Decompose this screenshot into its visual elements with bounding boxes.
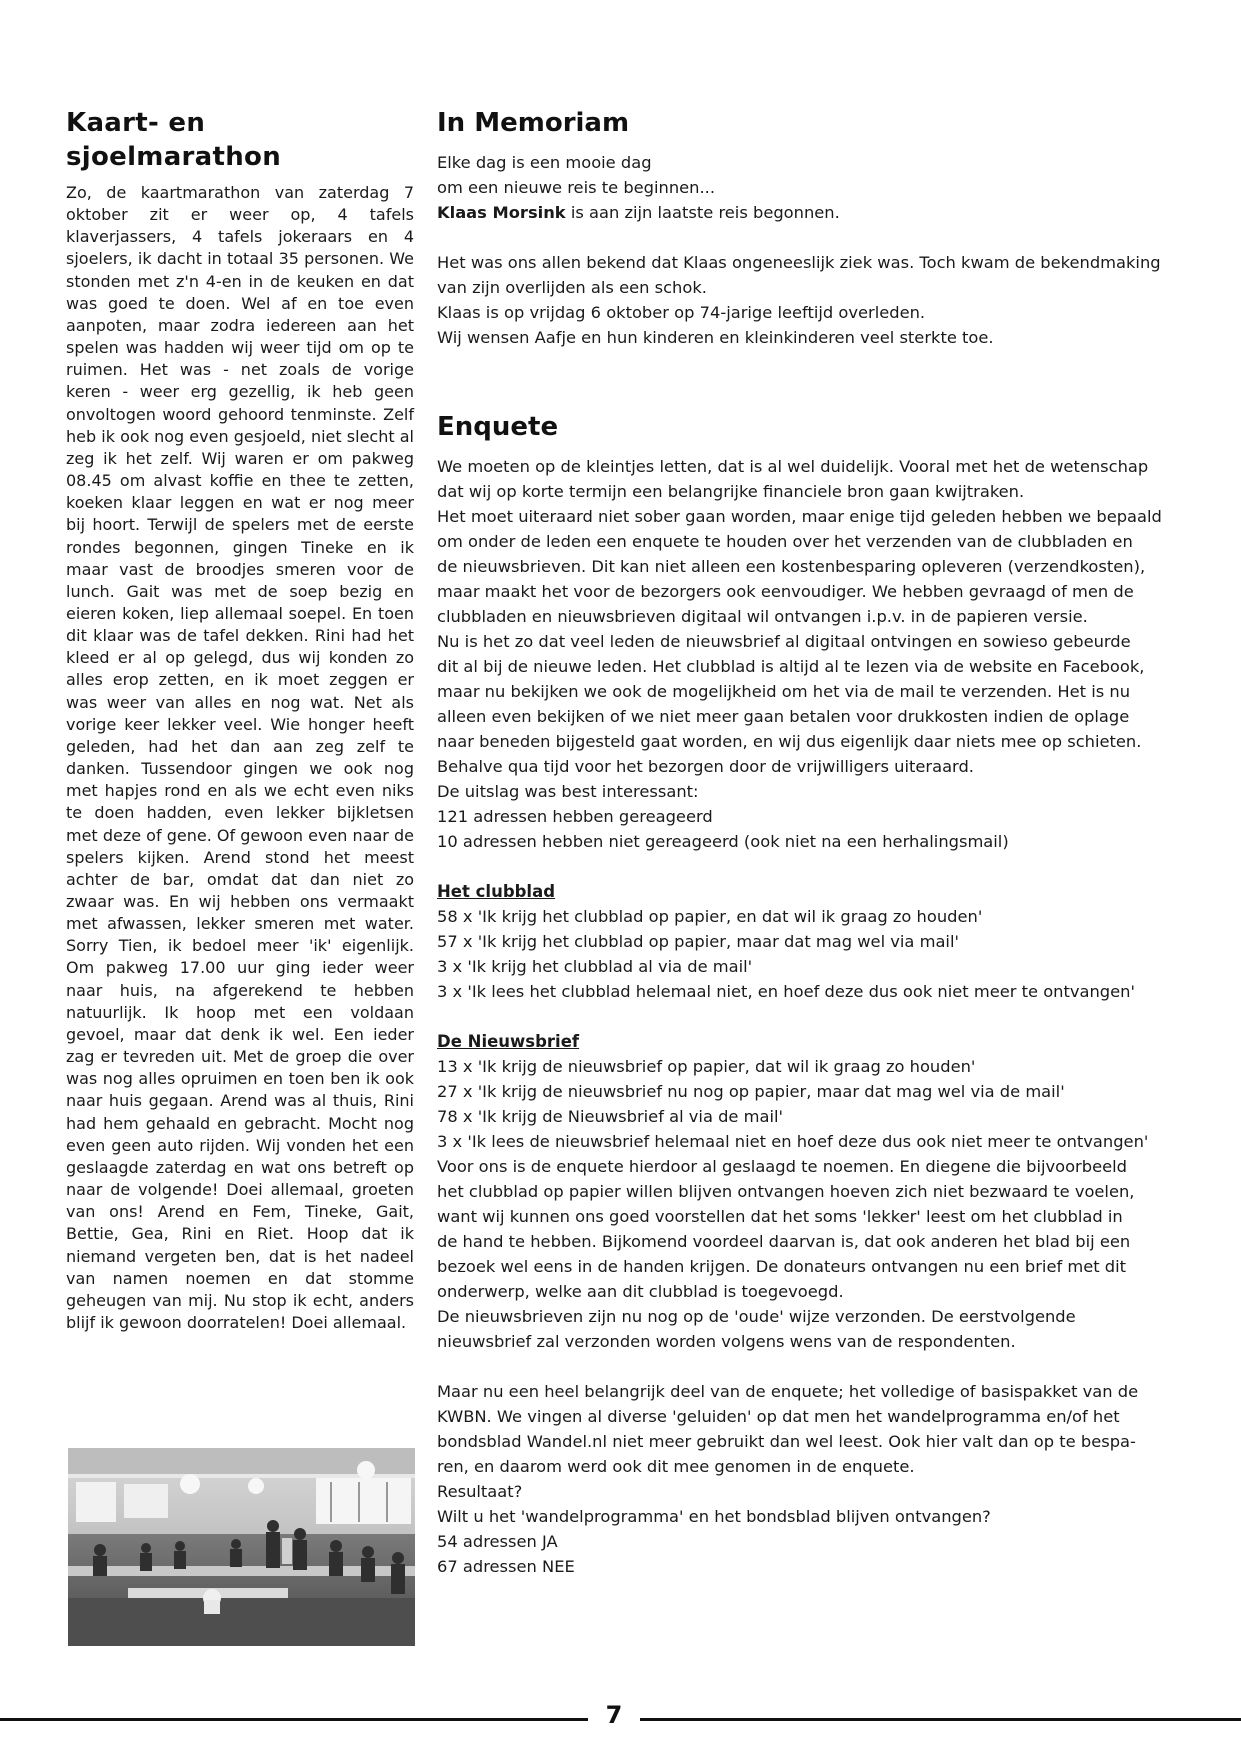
nieuwsbrief-line: 27 x 'Ik krijg de nieuwsbrief nu nog op papier, maar dat mag wel via de mail' — [437, 1082, 1065, 1101]
left-column — [66, 106, 414, 1334]
deceased-name: Klaas Morsink — [437, 203, 566, 222]
enquete-line: maar maakt het voor de bezorgers ook eenvoudiger. We hebben gevraagd of men de — [437, 582, 1134, 601]
enquete-line: 121 adressen hebben gereageerd — [437, 807, 713, 826]
closing-line: Wilt u het 'wandelprogramma' en het bondsblad blijven ontvangen? — [437, 1507, 991, 1526]
clubblad-subtitle: Het clubblad — [437, 882, 556, 901]
nieuwsbrief-line: onderwerp, welke aan dit clubblad is toegevoegd. — [437, 1282, 844, 1301]
footer-rule-right — [640, 1718, 1241, 1721]
nieuwsbrief-line: het clubblad op papier willen blijven ontvangen hoeven zich niet bezwaard te voelen, — [437, 1182, 1135, 1201]
memoriam-text: van zijn overlijden als een schok. — [437, 278, 707, 297]
enquete-section — [437, 410, 1162, 1579]
article-title-kaartmarathon: Kaart- en sjoelmarathon — [66, 108, 282, 172]
closing-line: 67 adressen NEE — [437, 1557, 575, 1576]
clubblad-result: 3 x 'Ik lees het clubblad helemaal niet, en hoef deze dus ook niet meer te ontvangen' — [437, 982, 1135, 1001]
footer-rule-left — [0, 1718, 588, 1721]
enquete-line: Het moet uiteraard niet sober gaan worden, maar enige tijd geleden hebben we bepaald — [437, 507, 1162, 526]
clubblad-result: 3 x 'Ik krijg het clubblad al via de mail' — [437, 957, 753, 976]
nieuwsbrief-results — [437, 1029, 1153, 1354]
nieuwsbrief-line: De nieuwsbrieven zijn nu nog op de 'oude' wijze verzonden. De eerstvolgende — [437, 1307, 1076, 1326]
clubblad-result: 58 x 'Ik krijg het clubblad op papier, en dat wil ik graag zo houden' — [437, 907, 983, 926]
enquete-line: dat wij op korte termijn een belangrijke financiele bron gaan kwijtraken. — [437, 482, 1025, 501]
closing-line: Resultaat? — [437, 1482, 523, 1501]
enquete-title: Enquete — [437, 412, 559, 442]
poem-line: Elke dag is een mooie dag — [437, 153, 652, 172]
event-hall-image — [68, 1448, 415, 1646]
enquete-line: om onder de leden een enquete te houden over het verzenden van de clubbladen en — [437, 532, 1133, 551]
page-number: 7 — [605, 1701, 623, 1729]
nieuwsbrief-line: 3 x 'Ik lees de nieuwsbrief helemaal niet en hoef deze dus ook niet meer te ontvangen' — [437, 1132, 1149, 1151]
enquete-line: Nu is het zo dat veel leden de nieuwsbrief al digitaal ontvingen en sowieso gebeurde — [437, 632, 1131, 651]
name-suffix: is aan zijn laatste reis begonnen. — [565, 203, 840, 222]
nieuwsbrief-line: bezoek wel eens in de handen krijgen. De donateurs ontvangen nu een brief met dit — [437, 1257, 1127, 1276]
closing-line: Maar nu een heel belangrijk deel van de enquete; het volledige of basispakket van de — [437, 1382, 1139, 1401]
nieuwsbrief-line: 13 x 'Ik krijg de nieuwsbrief op papier, dat wil ik graag zo houden' — [437, 1057, 976, 1076]
enquete-intro — [437, 454, 1162, 854]
memoriam-text: Wij wensen Aafje en hun kinderen en kleinkinderen veel sterkte toe. — [437, 328, 994, 347]
enquete-line: clubbladen en nieuwsbrieven digitaal wil ontvangen i.p.v. in de papieren versie. — [437, 607, 1088, 626]
nieuwsbrief-line: want wij kunnen ons goed voorstellen dat het soms 'lekker' leest om het clubblad in — [437, 1207, 1123, 1226]
closing-line: 54 adressen JA — [437, 1532, 558, 1551]
in-memoriam-title: In Memoriam — [437, 108, 630, 138]
nieuwsbrief-line: Voor ons is de enquete hierdoor al geslaagd te noemen. En diegene die bijvoorbeeld — [437, 1157, 1127, 1176]
in-memoriam-section — [437, 106, 1161, 350]
nieuwsbrief-line: 78 x 'Ik krijg de Nieuwsbrief al via de mail' — [437, 1107, 783, 1126]
closing-line: ren, en daarom werd ook dit mee genomen in de enquete. — [437, 1457, 915, 1476]
enquete-line: De uitslag was best interessant: — [437, 782, 699, 801]
poem-line: om een nieuwe reis te beginnen... — [437, 178, 716, 197]
memoriam-text: Het was ons allen bekend dat Klaas ongeneeslijk ziek was. Toch kwam de bekendmaking — [437, 253, 1161, 272]
enquete-line: alleen even bekijken of we niet meer gaan betalen voor drukkosten indien de oplage — [437, 707, 1130, 726]
enquete-line: 10 adressen hebben niet gereageerd (ook niet na een herhalingsmail) — [437, 832, 1009, 851]
nieuwsbrief-subtitle: De Nieuwsbrief — [437, 1032, 580, 1051]
enquete-line: We moeten op de kleintjes letten, dat is al wel duidelijk. Vooral met het de wetenschap — [437, 457, 1149, 476]
clubblad-results — [437, 879, 1153, 1004]
enquete-line: Behalve qua tijd voor het bezorgen door de vrijwilligers uiteraard. — [437, 757, 974, 776]
event-photo — [68, 1448, 415, 1646]
nieuwsbrief-line: de hand te hebben. Bijkomend voordeel daarvan is, dat ook anderen het blad bij een — [437, 1232, 1131, 1251]
memoriam-name-line — [437, 200, 1153, 225]
closing-line: KWBN. We vingen al diverse 'geluiden' op dat men het wandelprogramma en/of het — [437, 1407, 1120, 1426]
enquete-line: dit al bij de nieuwe leden. Het clubblad is altijd al te lezen via de website en Facebook, — [437, 657, 1145, 676]
memoriam-text: Klaas is op vrijdag 6 oktober op 74-jarige leeftijd overleden. — [437, 303, 926, 322]
clubblad-result: 57 x 'Ik krijg het clubblad op papier, maar dat mag wel via mail' — [437, 932, 959, 951]
closing-line: bondsblad Wandel.nl niet meer gebruikt dan wel leest. Ook hier valt dan op te bespa- — [437, 1432, 1136, 1451]
nieuwsbrief-line: nieuwsbrief zal verzonden worden volgens wens van de respondenten. — [437, 1332, 1016, 1351]
article-body-kaartmarathon: Zo, de kaartmarathon van zaterdag 7 oktober zit er weer op, 4 tafels klaverjassers, 4 tafels jokeraars en 4 sjoelers, ik dacht in totaal 35 personen. We stonden met z'n 4-en in de keuken en dat was goed te doen. Wel af en toe even aanpoten, maar zodra iedereen aan het spelen was hadden wij weer tijd om op te ruimen. Het was - net zoals de vorige keren - weer erg gezellig, ik heb geen onvoltogen woord gehoord tenminste. Zelf heb ik ook nog even gesjoeld, niet slecht al zeg ik het zelf. Wij waren er om pakweg 08.45 om alvast koffie en thee te zetten, koeken klaar leggen en wat er nog meer bij hoort. Terwijl de spelers met de eerste rondes begonnen, gingen Tineke en ik maar vast de broodjes smeren voor de lunch. Gait was met de soep bezig en eieren koken, liep allemaal soepel. En toen dit klaar was de tafel dekken. Rini had het kleed er al op gelegd, dus wij konden zo alles erop zetten, en ik moet zeggen er was weer van alles en nog wat. Net als vorige keer lekker veel. Wie honger heeft geleden, had het dan aan zeg zelf te danken. Tussendoor gingen we ook nog met hapjes rond en als we echt even niks te doen hadden, even lekker bijkletsen met deze of gene. Of gewoon even naar de spelers kijken. Arend stond het meest achter de bar, omdat dat dan niet zo zwaar was. En wij hebben ons vermaakt met afwassen, lekker smeren met water. Sorry Tien, ik bedoel meer 'ik' eigenlijk. Om pakweg 17.00 uur ging ieder weer naar huis, na afgerekend te hebben natuurlijk. Ik hoop met een voldaan gevoel, maar dat denk ik wel. Een ieder zag er tevreden uit. Met de groep die over was nog alles opruimen en toen ben ik ook naar huis gegaan. Arend was al thuis, Rini had hem gehaald en gebracht. Mocht nog even geen auto rijden. Wij vonden het een geslaagde zaterdag en wat ons betreft op naar de volgende! Doei allemaal, groeten van ons! Arend en Fem, Tineke, Gait, Bettie, Gea, Rini en Riet. Hoop dat ik niemand vergeten ben, dat is het nadeel van namen noemen en dat stomme geheugen van mij. Nu stop ik echt, anders blijf ik gewoon doorratelen! Doei allemaal. — [66, 183, 414, 1332]
enquete-line: naar beneden bijgesteld gaat worden, en wij dus eigenlijk daar niets mee op schieten. — [437, 732, 1142, 751]
enquete-line: de nieuwsbrieven. Dit kan niet alleen een kostenbesparing opleveren (verzendkosten), — [437, 557, 1146, 576]
right-column — [437, 106, 1162, 1579]
enquete-line: maar nu bekijken we ook de mogelijkheid om het via de mail te verzenden. Het is nu — [437, 682, 1131, 701]
basispakket-results — [437, 1379, 1153, 1579]
